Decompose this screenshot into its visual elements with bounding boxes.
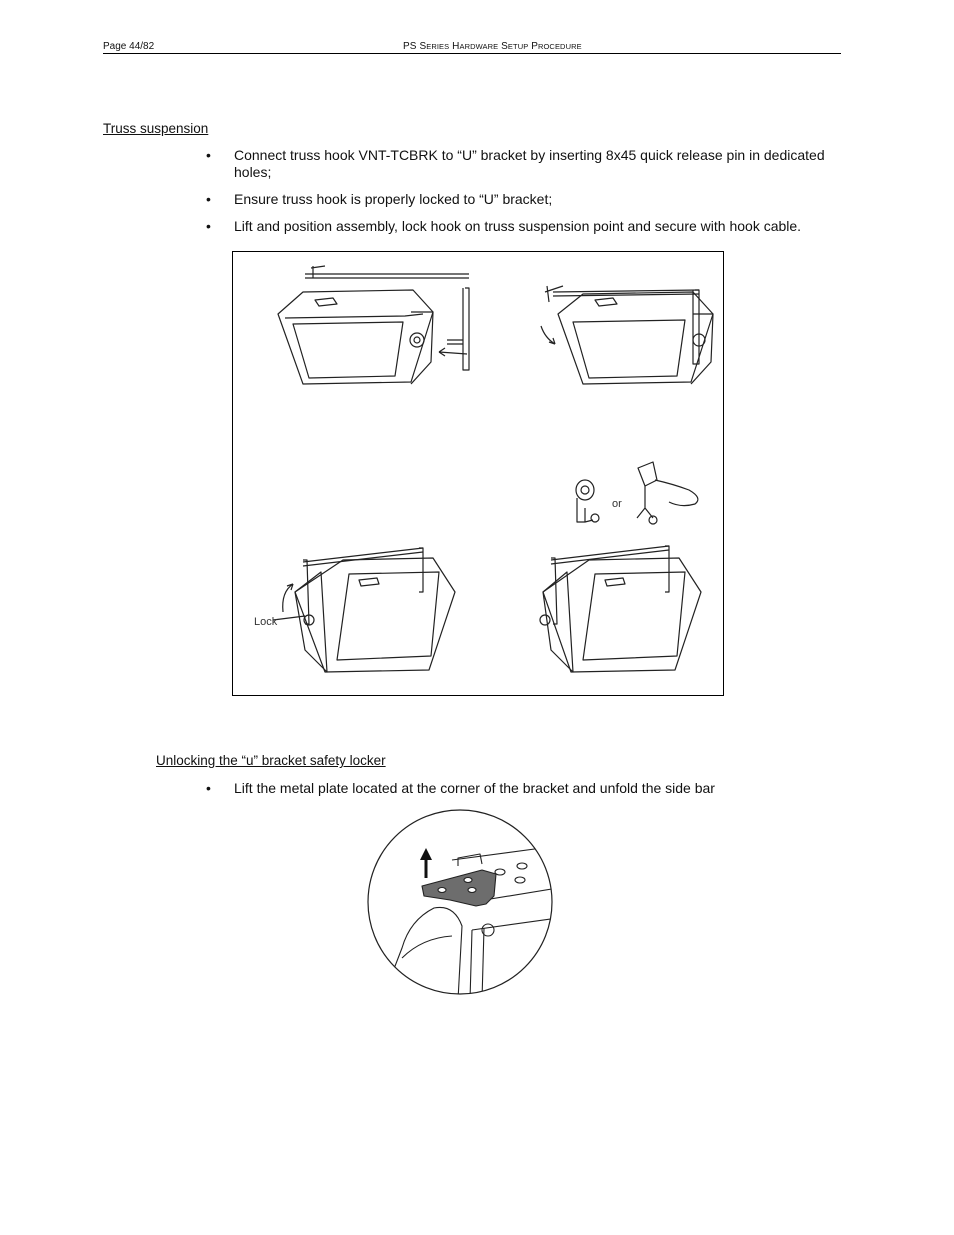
list-item xyxy=(206,218,836,235)
speaker-illustration-step1 xyxy=(278,266,469,384)
or-label: or xyxy=(612,498,622,510)
bullet-icon: • xyxy=(206,147,211,163)
bullet-icon: • xyxy=(206,191,211,207)
page-header xyxy=(103,41,841,54)
truss-bullet-list xyxy=(206,147,836,245)
unlocking-bullet-list xyxy=(206,780,836,807)
safety-locker-detail-figure xyxy=(362,808,558,1000)
safety-locker-illustration xyxy=(362,808,558,1000)
truss-suspension-heading: Truss suspension xyxy=(103,121,209,136)
page-number: Page 44/82 xyxy=(103,41,155,52)
bullet-icon: • xyxy=(206,780,211,796)
bullet-text: Lift and position assembly, lock hook on truss suspension point and secure with hook cable. xyxy=(234,218,802,234)
bullet-text: Connect truss hook VNT-TCBRK to “U” bracket by inserting 8x45 quick release pin in dedicated holes; xyxy=(234,147,825,180)
list-item xyxy=(206,147,836,181)
speaker-illustration-step2 xyxy=(541,286,713,384)
header-title: PS SERIES HARDWARE SETUP PROCEDURE xyxy=(403,41,582,52)
list-item xyxy=(206,780,836,797)
unlocking-heading: Unlocking the “u” bracket safety locker xyxy=(156,753,386,768)
truss-assembly-illustration xyxy=(233,252,725,697)
truss-suspension-figure xyxy=(232,251,724,696)
bullet-icon: • xyxy=(206,218,211,234)
speaker-illustration-step4 xyxy=(540,546,701,672)
bullet-text: Ensure truss hook is properly locked to “U” bracket; xyxy=(234,191,553,207)
speaker-illustration-step3 xyxy=(273,548,455,672)
hook-detail-illustration xyxy=(576,462,698,524)
lock-label: Lock xyxy=(254,616,278,628)
bullet-text: Lift the metal plate located at the corner of the bracket and unfold the side bar xyxy=(234,780,715,796)
list-item xyxy=(206,191,836,208)
